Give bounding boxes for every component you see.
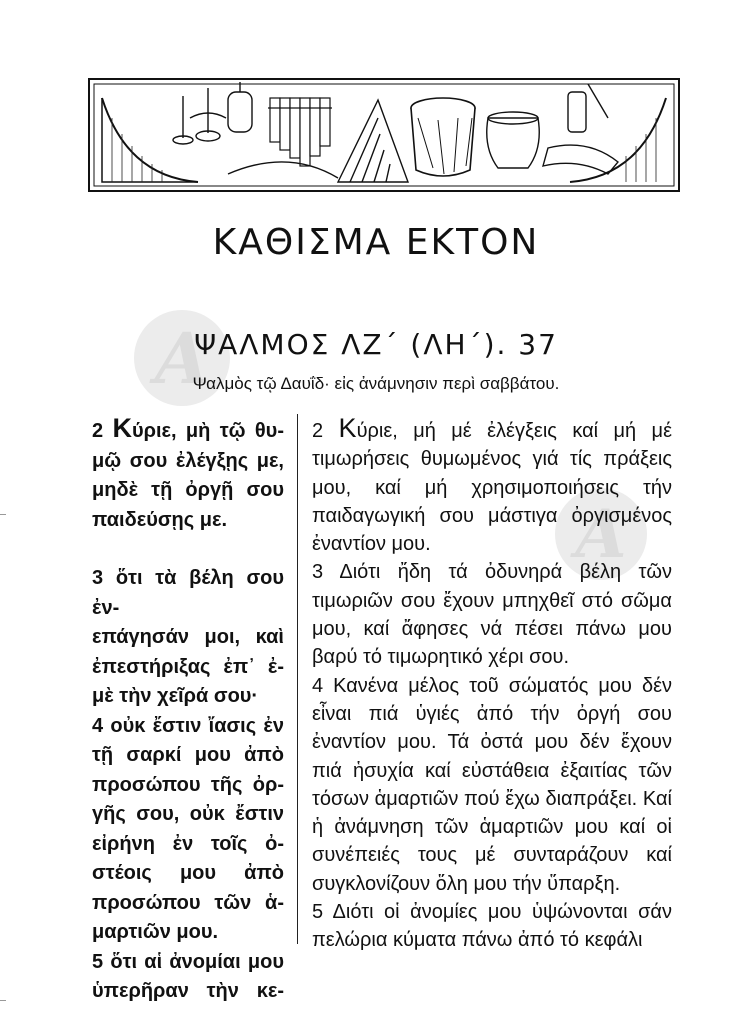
verse-line: μαρτιῶν μου. xyxy=(92,921,219,943)
verse-line: εἰρήνη ἐν τοῖς ὀ- xyxy=(92,832,284,855)
verse-line: μηδὲ τῇ ὀργῇ σου xyxy=(92,479,284,501)
verse-line: παιδεύσῃς με. xyxy=(92,508,228,531)
verse-line: 3 ὅτι τὰ βέλη σου ἐν- xyxy=(92,567,284,619)
instruments-banner-icon xyxy=(88,78,680,192)
crop-mark xyxy=(0,1000,6,1001)
verse-line: τῇ σαρκί μου ἀπὸ xyxy=(92,744,284,766)
verse-line: μὲ τὴν χεῖρά σου· xyxy=(92,685,259,707)
verse-line: στέοις μου ἀπὸ xyxy=(92,862,284,884)
translation-column xyxy=(312,414,672,955)
verse-line: ἐπεστήριξας ἐπ᾿ ἐ- xyxy=(92,655,284,678)
verse-line: ὑπερῆραν τὴν κε- xyxy=(92,980,284,1002)
verse-line: προσώπου τῶν ἁ- xyxy=(92,891,284,914)
verse-line: 4 οὐκ ἔστιν ἴασις ἐν xyxy=(92,714,284,737)
original-text-column xyxy=(92,414,284,1007)
verse-line: προσώπου τῆς ὀρ- xyxy=(92,773,284,796)
column-divider xyxy=(297,414,298,944)
translation-verse-5: 5 Διότι οἱ ἀνομίες μου ὑψώνονται σάν πελώρια κύματα πάνω ἀπό τό κεφάλι xyxy=(312,901,672,952)
psalm-superscription: Ψαλμὸς τῷ Δαυΐδ· εἰς ἀνάμνησιν περὶ σαββάτου. xyxy=(192,374,560,393)
verse-line: γῆς σου, οὐκ ἔστιν xyxy=(92,803,284,825)
crop-mark xyxy=(0,514,6,515)
translation-verse-3: 3 Διότι ἤδη τά ὀδυνηρά βέλη τῶν τιμωριῶν σου ἔχουν μπηχθεῖ στό σῶμα μου, καί ἄφησες νά πέσει πάνω μου βαρύ τό τιμωρητικό χέρι σου. xyxy=(312,561,672,669)
psalm-title: ΨΑΛΜΟΣ ΛΖ΄ (ΛΗ΄). 37 xyxy=(194,328,558,361)
translation-verse-2: 2 Κύριε, μή μέ ἐλέγξεις καί μή μέ τιμωρήσεις θυμωμένος γιά τίς πράξεις μου, καί μή χρησιμοποιήσεις τήν παιδαγωγική σου μάστιγα ὀργισμένος ἐναντίον μου. xyxy=(312,413,672,556)
watermark-logo-icon: A xyxy=(134,310,230,406)
kathisma-title: ΚΑΘΙΣΜΑ ΕΚΤΟΝ xyxy=(212,222,540,263)
watermark-logo-icon: A xyxy=(555,488,647,580)
verse-line: επάγησάν μοι, καὶ xyxy=(92,626,284,648)
verse-line: 5 ὅτι αἱ ἀνομίαι μου xyxy=(92,950,284,973)
translation-verse-4: 4 Κανένα μέλος τοῦ σώματός μου δέν εἶναι πιά ὑγιές ἀπό τήν ὀργή σου ἐναντίον μου. Τά ὀστά μου δέν ἔχουν πιά ἡσυχία καί εὐστάθεια ἐξαιτίας τῶν τόσων ἁμαρτιῶν πού ἔχω διαπράξει. Καί ἡ ἀνάμνηση τῶν ἁμαρτιῶν μου καί οἱ συνέπειές τους μέ συνταράζουν καί συγκλονίζουν ὅλη μου τήν ὕπαρξη. xyxy=(312,674,672,895)
verse-line: 2 Κύριε, μὴ τῷ θυ- xyxy=(92,413,284,443)
verse-line: μῷ σου ἐλέγξῃς με, xyxy=(92,449,284,472)
